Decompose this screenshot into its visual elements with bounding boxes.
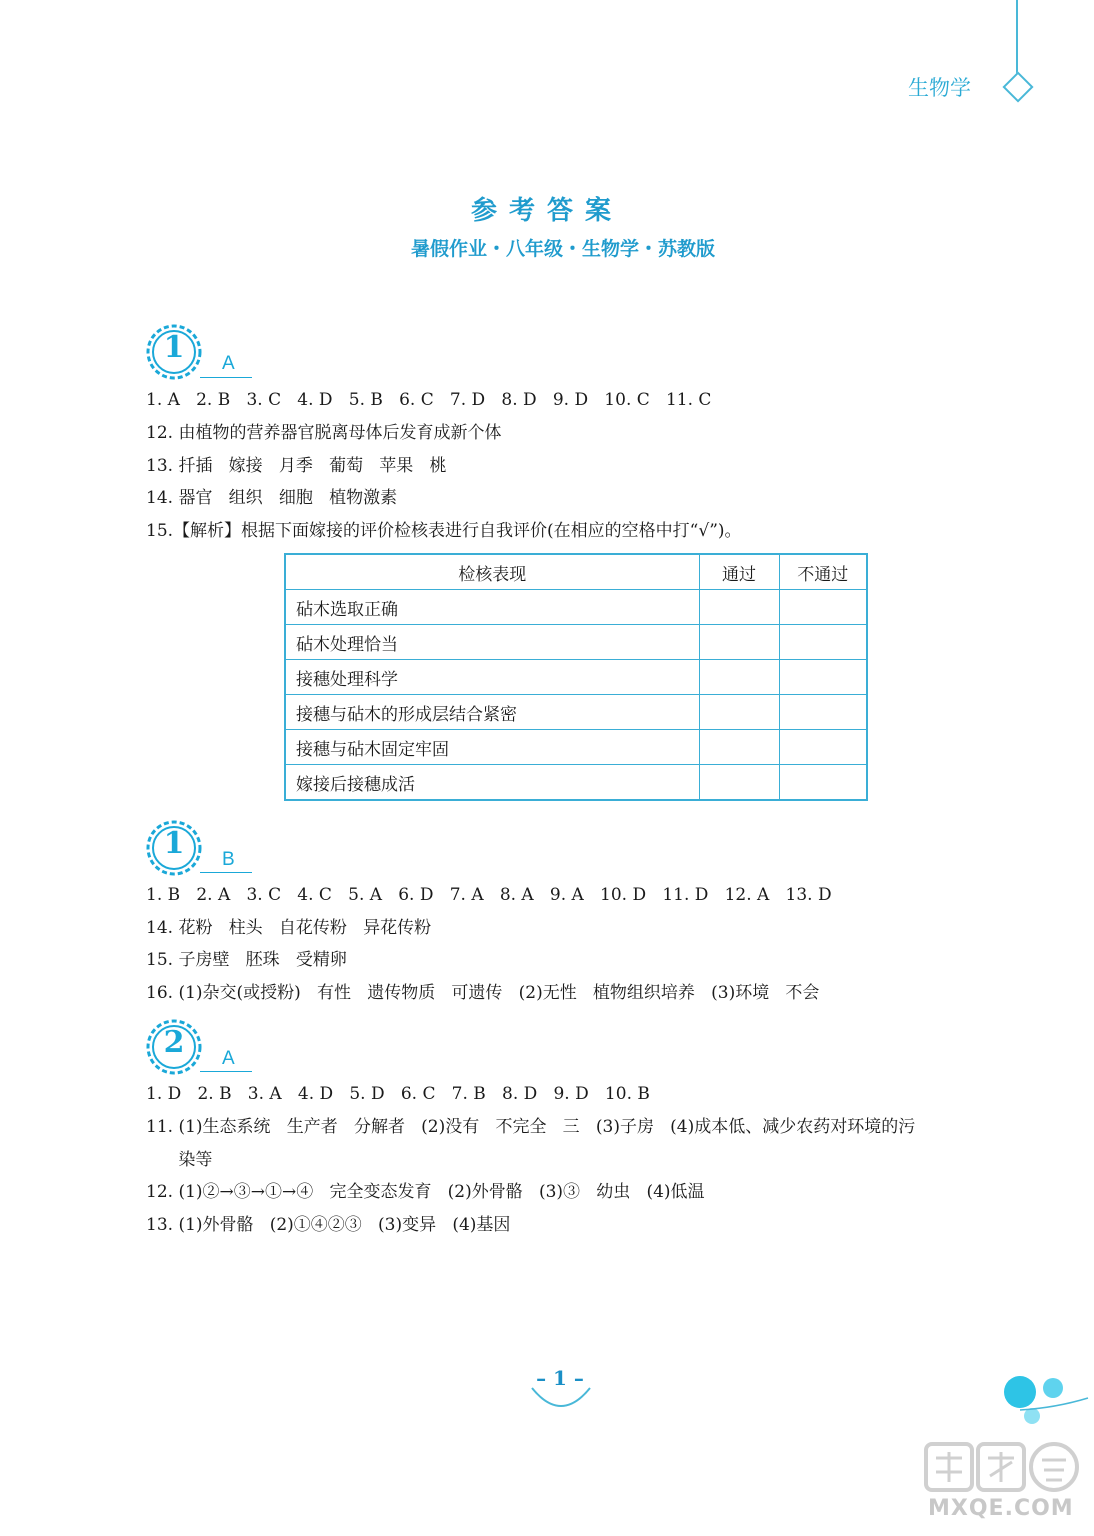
page-title: 参考答案 bbox=[470, 196, 623, 226]
table-header: 通过 bbox=[699, 554, 779, 590]
unit-badge-1b bbox=[146, 820, 202, 876]
unit-level: A bbox=[222, 353, 235, 374]
answer-line: 12. (1)②→③→①→④ 完全变态发育 (2)外骨骼 (3)③ 幼虫 (4)低温 bbox=[146, 1182, 705, 1202]
table-row bbox=[285, 695, 867, 730]
table-cell: 接穗与砧木的形成层结合紧密 bbox=[285, 695, 699, 730]
answer-line: 13. 扦插 嫁接 月季 葡萄 苹果 桃 bbox=[146, 456, 447, 476]
fail-cell[interactable] bbox=[779, 765, 867, 801]
table-row bbox=[285, 730, 867, 765]
table-row bbox=[285, 625, 867, 660]
page-number-value: 1 bbox=[553, 1366, 567, 1390]
table-header-row bbox=[285, 554, 867, 590]
pass-cell[interactable] bbox=[699, 590, 779, 625]
fail-cell[interactable] bbox=[779, 695, 867, 730]
header-line bbox=[1016, 0, 1018, 76]
pass-cell[interactable] bbox=[699, 625, 779, 660]
table-row bbox=[285, 590, 867, 625]
table-cell: 砧木处理恰当 bbox=[285, 625, 699, 660]
unit-level: A bbox=[222, 1048, 235, 1069]
unit-badge-1a bbox=[146, 324, 202, 380]
pass-cell[interactable] bbox=[699, 730, 779, 765]
answer-line: 1. B 2. A 3. C 4. C 5. A 6. D 7. A 8. A 9. A 10. D 11. D 12. A 13. D bbox=[146, 885, 832, 905]
unit-level: B bbox=[222, 849, 235, 870]
fail-cell[interactable] bbox=[779, 660, 867, 695]
table-cell: 接穗与砧木固定牢固 bbox=[285, 730, 699, 765]
bubble-decoration-icon bbox=[990, 1370, 1090, 1440]
fail-cell[interactable] bbox=[779, 625, 867, 660]
answer-line: 12. 由植物的营养器官脱离母体后发育成新个体 bbox=[146, 423, 502, 443]
table-cell: 砧木选取正确 bbox=[285, 590, 699, 625]
unit-rule bbox=[200, 872, 252, 873]
table-row bbox=[285, 660, 867, 695]
answer-line: 11. (1)生态系统 生产者 分解者 (2)没有 不完全 三 (3)子房 (4)成本低、减少农药对环境的污 bbox=[146, 1117, 916, 1137]
answer-line: 1. D 2. B 3. A 4. D 5. D 6. C 7. B 8. D 9. D 10. B bbox=[146, 1084, 650, 1104]
subject-label: 生物学 bbox=[908, 76, 971, 100]
table-cell: 嫁接后接穗成活 bbox=[285, 765, 699, 801]
watermark-text: MXQE.COM bbox=[928, 1496, 1074, 1521]
answer-line: 15.【解析】根据下面嫁接的评价检核表进行自我评价(在相应的空格中打“√”)。 bbox=[146, 521, 742, 541]
unit-rule bbox=[200, 377, 252, 378]
fail-cell[interactable] bbox=[779, 730, 867, 765]
table-header: 不通过 bbox=[779, 554, 867, 590]
answer-line: 16. (1)杂交(或授粉) 有性 遗传物质 可遗传 (2)无性 植物组织培养 (3)环境 不会 bbox=[146, 983, 820, 1003]
table-cell: 接穗处理科学 bbox=[285, 660, 699, 695]
evaluation-table bbox=[284, 553, 868, 801]
table-header: 检核表现 bbox=[285, 554, 699, 590]
answer-line: 14. 花粉 柱头 自花传粉 异花传粉 bbox=[146, 918, 432, 938]
unit-rule bbox=[200, 1071, 252, 1072]
page-number: – 1 – bbox=[536, 1366, 584, 1390]
unit-number: 2 bbox=[163, 1025, 185, 1060]
answer-line: 15. 子房壁 胚珠 受精卵 bbox=[146, 950, 347, 970]
answer-line: 14. 器官 组织 细胞 植物激素 bbox=[146, 488, 398, 508]
pass-cell[interactable] bbox=[699, 695, 779, 730]
unit-badge-2a bbox=[146, 1019, 202, 1075]
fail-cell[interactable] bbox=[779, 590, 867, 625]
answer-line: 染等 bbox=[146, 1150, 213, 1170]
diamond-icon bbox=[1002, 71, 1033, 102]
answer-line: 13. (1)外骨骼 (2)①④②③ (3)变异 (4)基因 bbox=[146, 1215, 511, 1235]
pass-cell[interactable] bbox=[699, 765, 779, 801]
unit-number: 1 bbox=[163, 826, 185, 861]
unit-number: 1 bbox=[163, 330, 185, 365]
answer-line: 1. A 2. B 3. C 4. D 5. B 6. C 7. D 8. D 9. D 10. C 11. C bbox=[146, 390, 712, 410]
page-subtitle: 暑假作业・八年级・生物学・苏教版 bbox=[410, 238, 715, 260]
table-row bbox=[285, 765, 867, 801]
pass-cell[interactable] bbox=[699, 660, 779, 695]
